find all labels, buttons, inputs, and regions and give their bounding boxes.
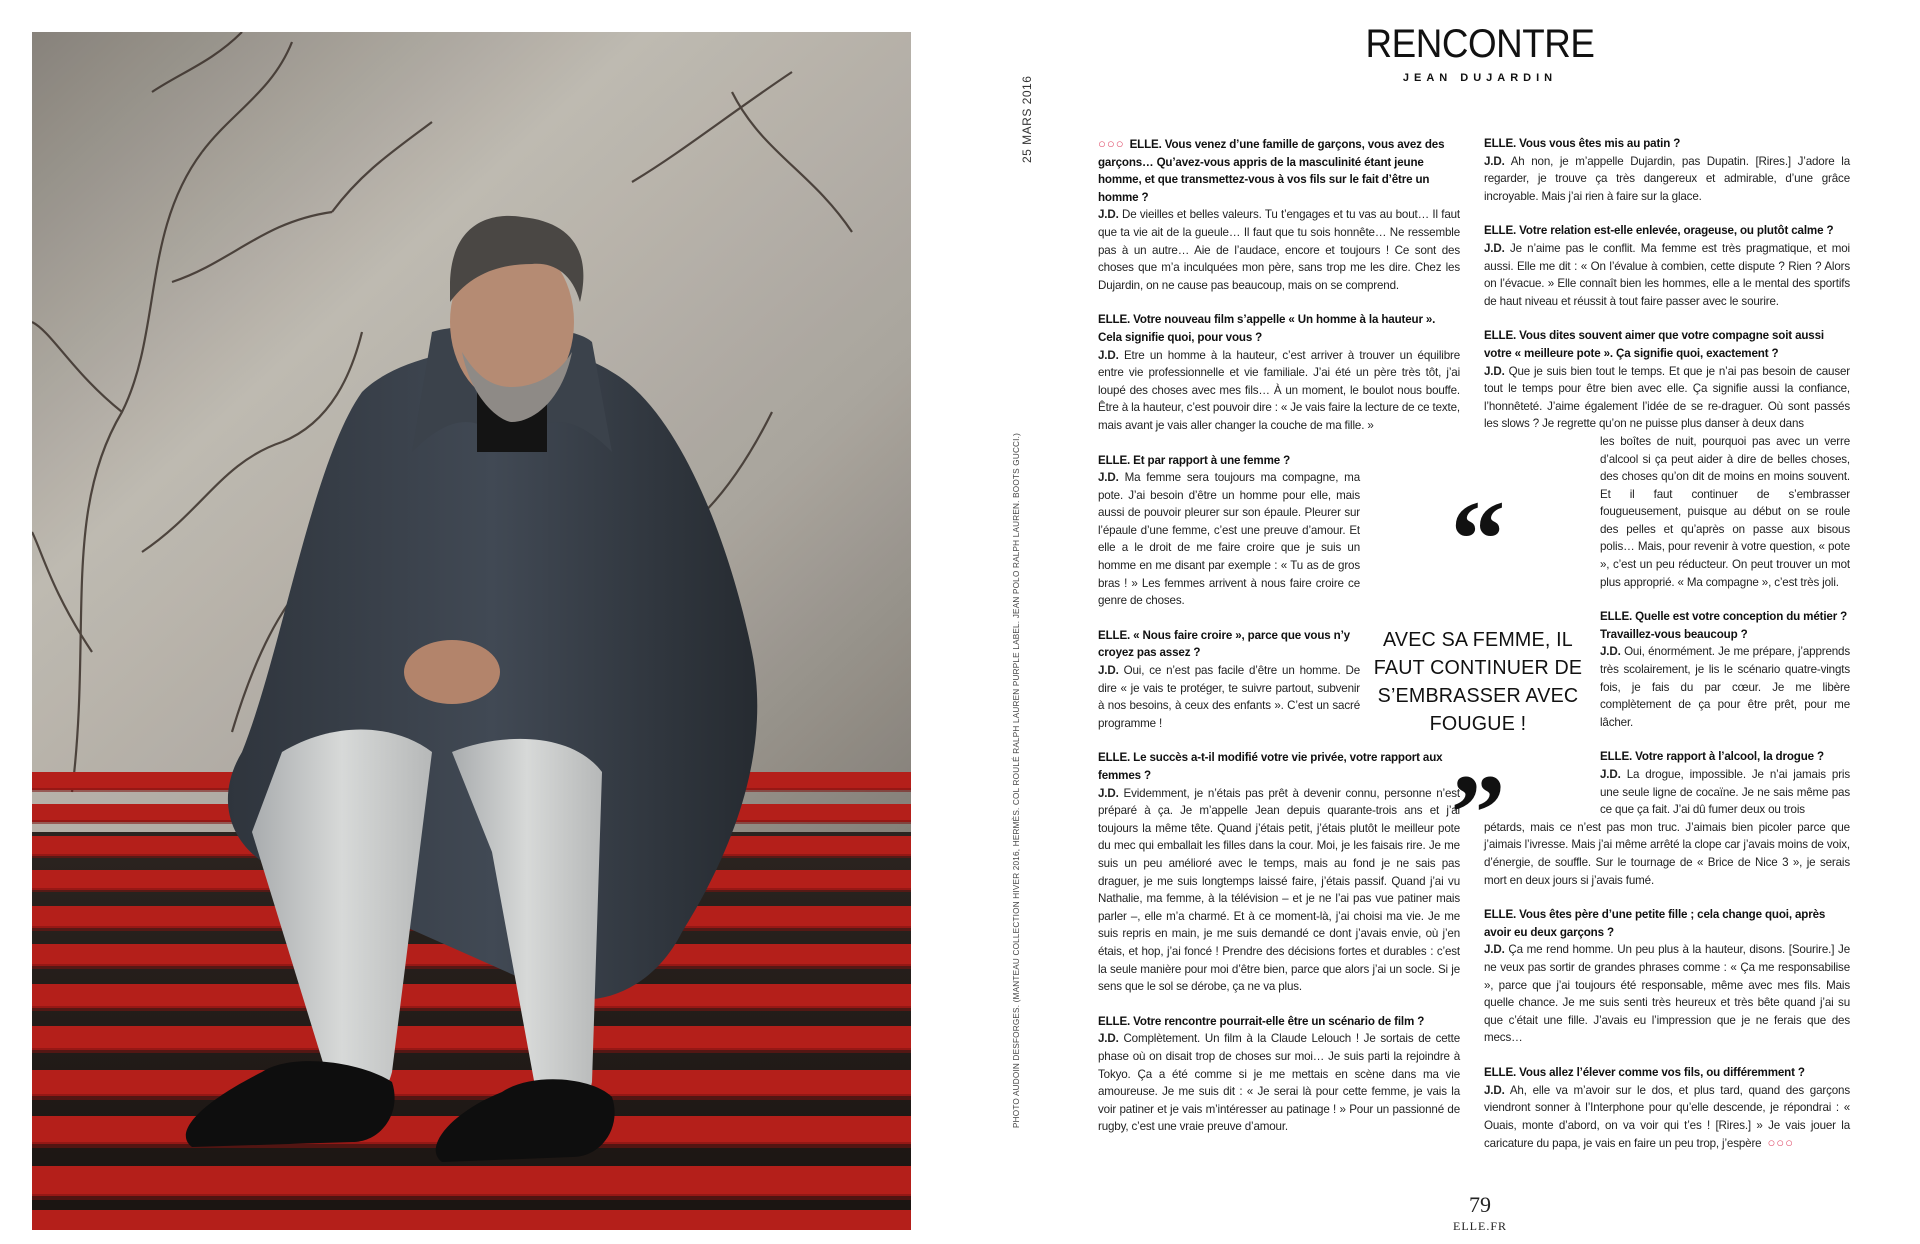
end-marker: ○○○ bbox=[1767, 1135, 1795, 1151]
interview-question: ELLE. Votre rencontre pourrait-elle être un scénario de film ? bbox=[1098, 1014, 1425, 1028]
interview-question: ELLE. Quelle est votre conception du métier ? Travaillez-vous beaucoup ? bbox=[1600, 610, 1848, 641]
interview-question: ELLE. Vous dites souvent aimer que votre compagne soit aussi votre « meilleure pote ». Ça signifie quoi, exactement ? bbox=[1484, 329, 1824, 360]
interview-answer-continued: les boîtes de nuit, pourquoi pas avec un verre d’alcool si ça peut aider à dire de belles choses, des choses qu’on dit de moins en moins souvent. Et il faut continuer de s’embrasser fougueusement, puisque au début on se roule des pelles et qu’après on passe aux bisous polis… Mais, pour revenir à votre question, « pote », c’est un peu réducteur. On peut trouver un mot plus approprié. « Ma compagne », c’est très joli. bbox=[1600, 434, 1850, 589]
interview-question: ELLE. Le succès a-t-il modifié votre vie privée, votre rapport aux femmes ? bbox=[1098, 751, 1443, 782]
photo-credit: PHOTO AUDOIN DESFORGES. (MANTEAU COLLECTION HIVER 2016, HERMÈS. COL ROULÉ RALPH LAUREN PURPLE LABEL. JEAN POLO RALPH LAUREN. BOOTS GUCCI.) bbox=[1012, 432, 1021, 1128]
interview-answer: J.D. Etre un homme à la hauteur, c’est arriver à trouver un équilibre entre vie professionnelle et vie familiale. J’ai été un père très tôt, j’ai loupé des choses avec mes fils… À un moment, le boulot nous bouffe. Être à la hauteur, c’est pouvoir dire : « Je vais faire la lecture de ce texte, mais avant je vais aller changer la couche de ma fille. » bbox=[1098, 348, 1460, 432]
article-column-right bbox=[1484, 135, 1850, 1170]
interview-question: ○○○ ELLE. Vous venez d’une famille de garçons, vous avez des garçons… Qu’avez-vous appris de la masculinité étant jeune homme, et que transmettez-vous à vos fils sur le fait d’être un homme ? bbox=[1098, 136, 1445, 204]
start-marker: ○○○ bbox=[1098, 136, 1125, 151]
interview-question: ELLE. « Nous faire croire », parce que vous n’y croyez pas assez ? bbox=[1098, 628, 1350, 660]
portrait-photo bbox=[32, 32, 911, 1230]
interview-question: ELLE. Votre nouveau film s’appelle « Un homme à la hauteur ». Cela signifie quoi, pour vous ? bbox=[1098, 313, 1436, 344]
interview-block bbox=[1484, 222, 1850, 310]
interview-answer: J.D. Oui, énormément. Je me prépare, j’apprends très scolairement, je lis le scénario quatre-vingts fois, je fais du par cœur. Je me libère complètement de ça pour être prêt, pour me lâcher. bbox=[1600, 645, 1851, 729]
interview-block bbox=[1484, 135, 1850, 205]
interview-answer: J.D. Ça me rend homme. Un peu plus à la hauteur, disons. [Sourire.] Je ne veux pas sortir de grandes phrases comme : « Ça me responsabilise », parce que j’ai toujours été responsable, même avec mes fils. Mais quelle chance. Je me suis senti très heureux et très bête quand j’ai su que c’était une fille. J’avais eu l’impression que je ne ferais que des mecs… bbox=[1484, 943, 1850, 1045]
interview-block bbox=[1098, 627, 1360, 733]
interview-block bbox=[1098, 135, 1460, 294]
close-quote-icon: ” bbox=[1450, 752, 1506, 874]
interview-answer: J.D. Je n’aime pas le conflit. Ma femme est très pragmatique, et moi aussi. Elle me dit : « On l’évalue à combien, cette dispute ? Rien ? Alors on l’évacue. » Elle connaît bien les hommes, elle a le mental des sportifs de haut niveau et réussit à tout faire passer avec le sourire. bbox=[1484, 241, 1850, 308]
interview-block bbox=[1484, 327, 1850, 591]
interview-answer: J.D. Ma femme sera toujours ma compagne, ma pote. J’ai besoin d’être un homme pour elle, mais aussi de pouvoir pleurer sur son épaule. Pleurer sur l’épaule d’une femme, c’est une preuve d’amour. Et elle a le droit de me faire croire que je suis un homme en me disant par exemple : « Tu as de gros bras ! » Les femmes arrivent à nous faire croire ce genre de choses. bbox=[1098, 471, 1360, 608]
site-name: ELLE.FR bbox=[1453, 1219, 1507, 1233]
interview-block bbox=[1098, 311, 1460, 434]
interview-block bbox=[1098, 452, 1360, 610]
interview-answer: J.D. Oui, ce n’est pas facile d’être un homme. De dire « je vais te protéger, te suivre partout, subvenir à nos besoins, à ceux des enfants ». C’est un sacré programme ! bbox=[1098, 664, 1360, 730]
interview-answer: J.D. Ah non, je m’appelle Dujardin, pas Dupatin. [Rires.] J’adore la regarder, je trouve ça très dangereux et admirable, d’une grâce incroyable. Mais j’ai rien à faire sur la glace. bbox=[1484, 154, 1850, 203]
interview-answer: J.D. Complètement. Un film à la Claude Lelouch ! Je sortais de cette phase où on disait trop de choses sur moi… Je suis parti la rejoindre à Tokyo. Ça a été comme si je me mettais en scène dans ma vie amoureuse. Je me suis dit : « Je serai là pour cette femme, je vais la voir patiner et je vais m’intéresser au patinage ! » Pour un passionné de rugby, c’est une vraie preuve d’amour. bbox=[1098, 1032, 1460, 1134]
interviewee-name: JEAN DUJARDIN bbox=[1402, 72, 1558, 84]
photo-illustration bbox=[32, 32, 911, 1230]
interview-answer: J.D. La drogue, impossible. Je n’ai jamais pris une seule ligne de cocaïne. Je ne sais même pas ce que ça fait. J’ai dû fumer deux ou trois bbox=[1600, 768, 1850, 817]
interview-question: ELLE. Vous allez l’élever comme vos fils, ou différemment ? bbox=[1484, 1065, 1805, 1079]
issue-date: 25 MARS 2016 bbox=[1020, 75, 1034, 163]
interview-answer: J.D. Que je suis bien tout le temps. Et que je n’ai pas besoin de causer tout le temps pour être bien avec elle. Ça signifie aussi la confiance, l’honnêteté. J’aime également l’idée de se re-draguer. Où sont passés les slows ? Je regrette qu’on ne puisse plus danser à deux dans bbox=[1484, 364, 1850, 431]
interview-question: ELLE. Votre relation est-elle enlevée, orageuse, ou plutôt calme ? bbox=[1484, 224, 1834, 238]
pull-quote-text: AVEC SA FEMME, IL FAUT CONTINUER DE S’EMBRASSER AVEC FOUGUE ! bbox=[1373, 628, 1583, 735]
interview-block bbox=[1484, 748, 1850, 889]
interview-block bbox=[1098, 1013, 1460, 1136]
interview-question: ELLE. Vous vous êtes mis au patin ? bbox=[1484, 137, 1681, 150]
interview-block bbox=[1600, 608, 1850, 731]
section-title: RENCONTRE bbox=[1365, 22, 1595, 66]
interview-answer: J.D. De vieilles et belles valeurs. Tu t’engages et tu vas au bout… Il faut que ta vie ait de la gueule… Il faut que tu sois honnête… Ne ressemble pas à un autre… Aie de l’audace, encore et toujours ! Ce sont des choses que m’a inculquées mon père, sans trop me les dire. Chez les Dujardin, on ne cause pas beaucoup, mais on se comprend. bbox=[1098, 208, 1460, 292]
interview-question: ELLE. Et par rapport à une femme ? bbox=[1098, 453, 1291, 467]
interview-answer: J.D. Evidemment, je n’étais pas prêt à devenir connu, personne n’est préparé à ça. Je m’appelle Jean depuis quarante-trois ans et j’ai toujours la même tête. Quand j’étais petit, j’étais plutôt le meilleur pote du mec qui emballait les filles dans la cour. Moi, je les faisais rire. Je me suis un peu amélioré avec le temps, mais au fond je ne sais pas draguer, je me suis longtemps laissé faire, j’étais passif. Quand j’ai vu Nathalie, ma femme, à la télévision – et je ne l’ai pas vue patiner mais parler –, elle m’a charmé. Et à ce moment-là, j’ai choisi ma vie. Je me suis repris en main, je me suis demandé ce dont j’avais envie, où j’en étais, et hop, j’ai foncé ! Prendre des décisions fortes et durables : c’est la seule manière pour moi d’être bien, parce que alors j’ai un socle. Si je sens que le sol se dérobe, ça ne va plus. bbox=[1098, 786, 1460, 994]
open-quote-icon: “ bbox=[1450, 478, 1506, 600]
interview-answer-continued: pétards, mais ce n’est pas mon truc. J’aimais bien picoler parce que j’aimais l’ivresse. Mais j’ai même arrêté la clope car j’avais moins de voix, d’énergie, de souffle. Sur le tournage de « Brice de Nice 3 », je serais mort en deux jours si j’avais fumé. bbox=[1484, 820, 1850, 887]
interview-block bbox=[1484, 1064, 1850, 1153]
interview-block bbox=[1484, 906, 1850, 1047]
interview-question: ELLE. Vous êtes père d’une petite fille ; cela change quoi, après avoir eu deux garçons ? bbox=[1484, 908, 1826, 939]
interview-answer: J.D. Ah, elle va m’avoir sur le dos, et plus tard, quand des garçons viendront sonner à l’Interphone pour qu’elle descende, je répondrai : « Ouais, monte d’abord, on va voir qui t’es ! [Rires.] » Je vais jouer la caricature du papa, je vais en faire un peu trop, j’espère ○○○ bbox=[1484, 1083, 1850, 1151]
page-number: 79 bbox=[1469, 1192, 1491, 1217]
interview-question: ELLE. Votre rapport à l’alcool, la drogue ? bbox=[1600, 750, 1824, 764]
